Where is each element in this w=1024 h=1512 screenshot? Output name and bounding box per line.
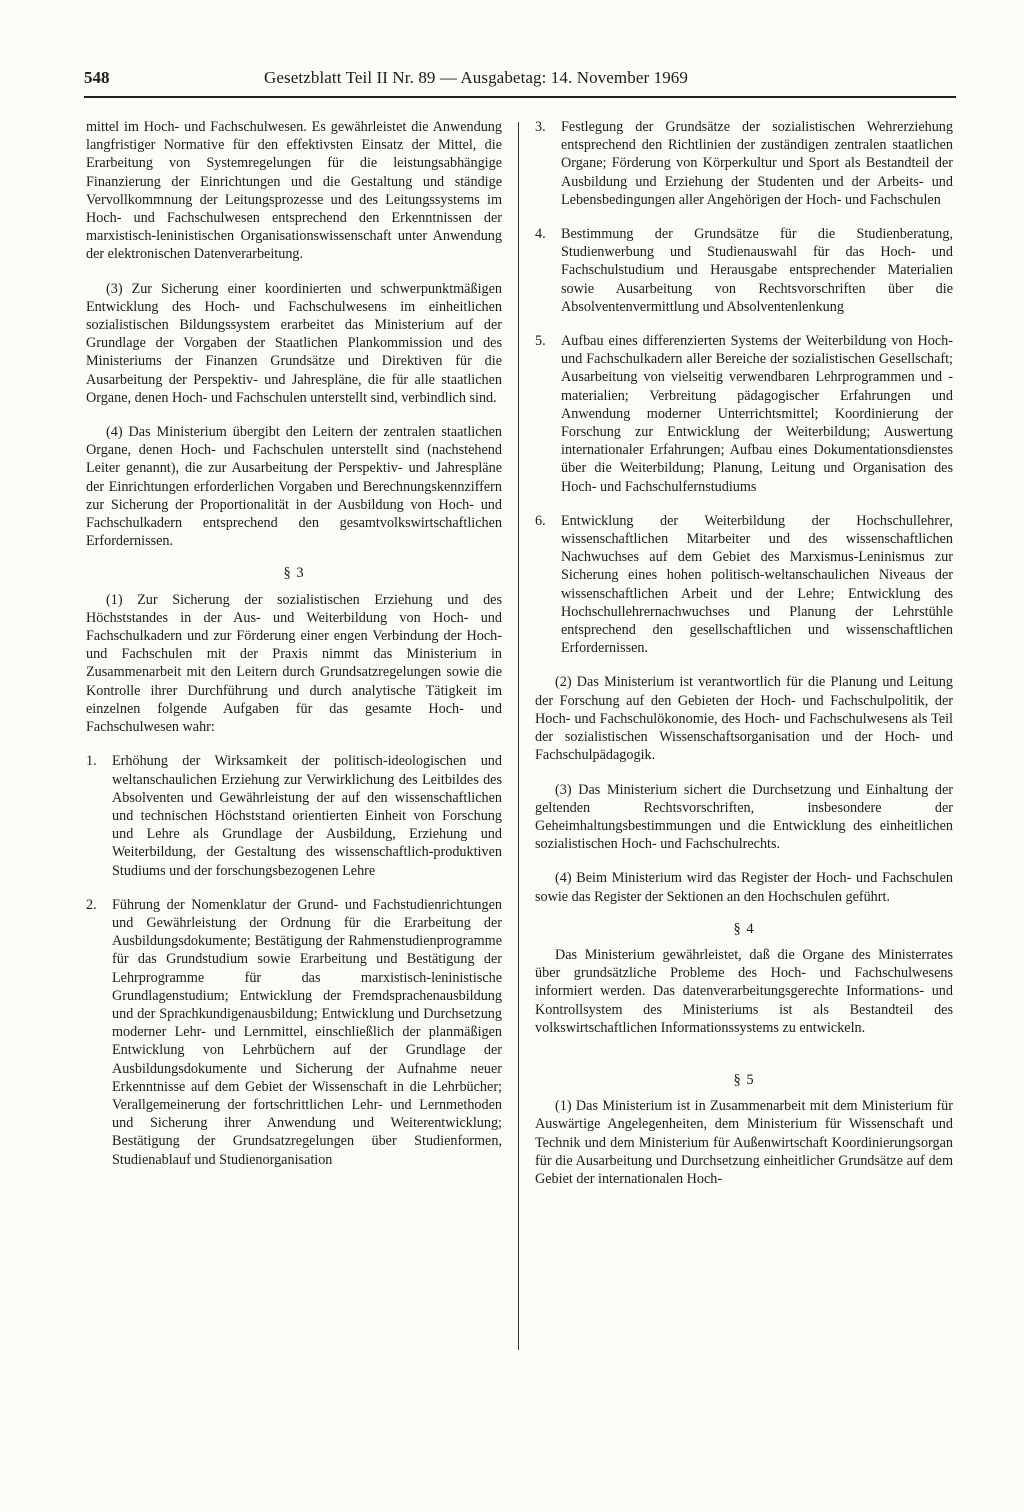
paragraph-4-right: (4) Beim Ministerium wird das Register der Hoch- und Fachschulen sowie das Register der Sektionen an den Hochschulen geführt. <box>535 870 953 905</box>
list-item <box>535 118 953 209</box>
section-5-paragraph-1: (1) Das Ministerium ist in Zusammenarbeit mit dem Ministerium für Auswärtige Angelegenheiten, dem Ministerium für Wissenschaft und Technik und dem Ministerium für Außenwirtschaft Koordinierungsorgan für die Ausarbeitung und Durchsetzung einheitlicher Grundsätze auf dem Gebiet der internationalen Hoch- <box>535 1098 953 1187</box>
list-item-text: Erhöhung der Wirksamkeit der politisch-ideologischen und weltanschaulichen Erziehung zur Verwirklichung des Leitbildes des Absolventen und Gewährleistung der auf den wissenschaftlichen und technischen Höchststand orientierten Einheit von Forschung und Lehre als Grundlage der Ausbildung, Erziehung und Weiterbildung, der Gestaltung des wissenschaftlich-produktiven Studiums und der forschungsbezogenen Lehre <box>112 753 502 879</box>
list-item <box>86 752 502 879</box>
paragraph-continued: mittel im Hoch- und Fachschulwesen. Es gewährleistet die Anwendung langfristiger Normative für den effektivsten Einsatz der Mittel, die Erarbeitung von Systemregelungen für die leistungsabhängige Finanzierung der Einrichtungen und die Gestaltung und ständige Vervollkommnung der Leitungsprozesse und des Leitungssystems im Hoch- und Fachschulwesen entsprechend den Erkenntnissen der marxistisch-leninistischen Organisationswissenschaft unter Anwendung der elektronischen Datenverarbeitung. <box>86 119 502 263</box>
section-heading-3: § 3 <box>283 565 305 582</box>
column-divider <box>518 122 519 1350</box>
header-title: Gesetzblatt Teil II Nr. 89 — Ausgabetag: 14. November 1969 <box>264 68 689 87</box>
page-header <box>84 66 956 90</box>
list-item <box>86 896 502 1169</box>
paragraph-3: (3) Zur Sicherung einer koordinierten und schwerpunktmäßigen Entwicklung des Hoch- und Fachschulwesens im einheitlichen sozialistischen Bildungssystem erarbeitet das Ministerium auf der Grundlage der Vorgaben der Staatlichen Plankommission und des Ministeriums der Finanzen Grundsätze und Direktiven für die Ausarbeitung der Perspektiv- und Jahrespläne, die für alle staatlichen Organe, denen Hoch- und Fachschulen unterstellt sind, verbindlich sind. <box>86 280 502 406</box>
list-item <box>535 512 953 658</box>
list-item-text: Aufbau eines differenzierten Systems der Weiterbildung von Hoch- und Fachschulkadern aller Bereiche der sozialistischen Gesellschaft; Ausarbeitung von vielseitig verwendbaren Lehrprogrammen und -materialien; Verbreitung pädagogischer Erfahrungen und Anwendung moderner Unterrichtsmittel; Koordinierung der Forschung zur Entwicklung der Weiterbildung; Auswertung internationaler Erfahrungen; Aufbau eines Dokumentationsdienstes über die Weiterbildung; Planung, Leitung und Organisation des Hoch- und Fachschulfernstudiums <box>561 333 953 495</box>
section-heading-4: § 4 <box>733 920 755 937</box>
list-item-number: 5. <box>535 333 546 350</box>
list-item-number: 3. <box>535 119 546 135</box>
page-number: 548 <box>84 68 110 87</box>
right-column <box>535 118 953 1188</box>
list-item-number: 2. <box>86 896 97 913</box>
section-4-paragraph: Das Ministerium gewährleistet, daß die Organe des Ministerrates über grundsätzliche Probleme des Hoch- und Fachschulwesens informiert werden. Das datenverarbeitungsgerechte Informations- und Kontrollsystem des Ministeriums ist als Bestandteil des volkswirtschaftlichen Informationssystems zu entwickeln. <box>535 946 953 1036</box>
section-heading-5: § 5 <box>733 1071 755 1088</box>
list-item-number: 4. <box>535 226 546 243</box>
list-item-text: Festlegung der Grundsätze der sozialistischen Wehrerziehung entsprechend den Richtlinien der zuständigen zentralen staatlichen Organe; Förderung von Körperkultur und Sport als Bestandteil der Ausbildung und Erziehung der Studenten und der Arbeits- und Lebensbedingungen aller Angehörigen der Hoch- und Fachschulen <box>561 119 953 208</box>
list-item-number: 1. <box>86 753 97 770</box>
list-item-text: Führung der Nomenklatur der Grund- und Fachstudienrichtungen und Gewährleistung der Ordnung für die Erarbeitung der Ausbildungsdokumente; Bestätigung der Rahmenstudienprogramme für das Grundstudium sowie Erarbeitung und Bestätigung der Lehrprogramme für das marxistisch-leninistische Grundlagenstudium; Entwicklung der Fremdsprachenausbildung und der Sprachkundigenausbildung; Entwicklung und Durchsetzung moderner Lehr- und Lernmittel, einschließlich der planmäßigen Entwicklung von Lehrbüchern auf der Grundlage der Ausbildungsdokumente und Sicherung der Aufnahme neuer Erkenntnisse auf dem Gebiet der Wissenschaft in die Lehrbücher; Verallgemeinerung der fortschrittlichen Lehr- und Lernmethoden und Sicherung ihrer Anwendung und Weiterentwicklung; Bestätigung der Grundsatzregelungen über Studienformen, Studienablauf und Studienorganisation <box>112 896 502 1168</box>
header-rule <box>84 96 956 98</box>
paragraph-4: (4) Das Ministerium übergibt den Leitern der zentralen staatlichen Organe, denen Hoch- und Fachschulen unterstellt sind (nachstehend Leiter genannt), die zur Ausarbeitung der Perspektiv- und Jahrespläne der Einrichtungen erforderlichen Vorgaben und Berechnungskennziffern zur Sicherung der Proportionalität in der Ausbildung von Hoch- und Fachschulkadern entsprechend den gesamtvolkswirtschaftlichen Erfordernissen. <box>86 424 502 550</box>
list-item <box>535 225 953 316</box>
section-3-paragraph-1: (1) Zur Sicherung der sozialistischen Erziehung und des Höchststandes in der Aus- und Weiterbildung von Hoch- und Fachschulkadern und zur Förderung einer engen Verbindung der Hoch- und Fachschulen mit der Praxis nimmt das Ministerium in Zusammenarbeit mit den Leitern durch Grundsatzregelungen sowie die Kontrolle ihrer Durchführung und durch analytische Tätigkeit im einzelnen folgende Aufgaben für das gesamte Hoch- und Fachschulwesen wahr: <box>86 591 502 736</box>
left-column <box>86 118 502 1169</box>
paragraph-3-right: (3) Das Ministerium sichert die Durchsetzung und Einhaltung der geltenden Rechtsvorschriften, insbesondere der Geheimhaltungsbestimmungen und die Entwicklung des einheitlichen sozialistischen Hoch- und Fachschulrechts. <box>535 781 953 853</box>
list-item-text: Bestimmung der Grundsätze für die Studienberatung, Studienwerbung und Studienauswahl für das Hoch- und Fachschulstudium und Herausgabe entsprechender Materialien sowie Ausarbeitung von Rechtsvorschriften über die Absolventenvermittlung und Absolventenlenkung <box>561 226 953 315</box>
list-item <box>535 332 953 496</box>
list-item-number: 6. <box>535 512 546 529</box>
paragraph-2: (2) Das Ministerium ist verantwortlich für die Planung und Leitung der Forschung auf den Gebieten der Hoch- und Fachschulpolitik, der Hoch- und Fachschulökonomie, des Hoch- und Fachschulwesens als Teil der sozialistischen Wissenschaftsorganisation und der Hoch- und Fachschulpädagogik. <box>535 674 953 764</box>
list-item-text: Entwicklung der Weiterbildung der Hochschullehrer, wissenschaftlichen Mitarbeiter und des wissenschaftlichen Nachwuchses auf dem Gebiet des Marxismus-Leninismus zur Sicherung eines hohen politisch-weltanschaulichen Niveaus der wissenschaftlichen Arbeit und der Lehre; Entwicklung des Hochschullehrernachwuchses und Planung der Lehrstühle entsprechend den gesellschaftlichen und wissenschaftlichen Erfordernissen. <box>561 512 953 657</box>
